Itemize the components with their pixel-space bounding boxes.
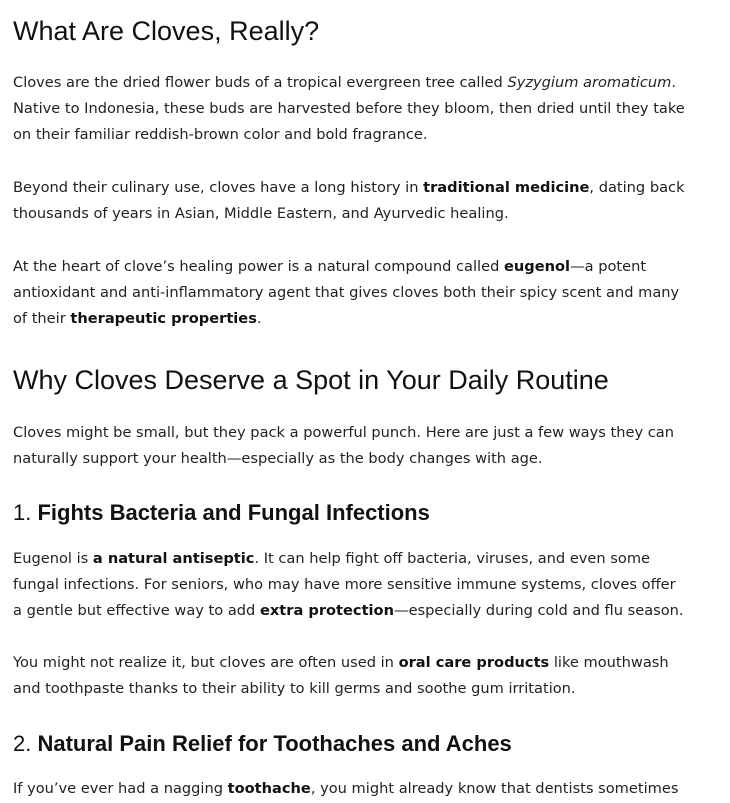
text-line bbox=[13, 598, 717, 624]
text-run: fungal infections. For seniors, who may have more sensitive immune systems, cloves offer bbox=[13, 576, 676, 593]
text-run: thousands of years in Asian, Middle Eastern, and Ayurvedic healing. bbox=[13, 205, 509, 222]
text-line bbox=[13, 96, 717, 122]
subsection-number: 2. bbox=[13, 731, 38, 756]
text-line bbox=[13, 175, 717, 201]
text-run: , dating back bbox=[589, 179, 685, 196]
text-run: of their bbox=[13, 310, 71, 327]
subsection-number: 1. bbox=[13, 500, 38, 525]
text-line bbox=[13, 446, 717, 472]
text-run: —a potent bbox=[570, 258, 647, 275]
text-run: like mouthwash bbox=[549, 654, 669, 671]
text-run: —especially during cold and flu season. bbox=[393, 602, 684, 619]
text-line bbox=[13, 546, 717, 572]
text-run: naturally support your health—especially as the body changes with age. bbox=[13, 450, 543, 467]
text-run: Cloves are the dried flower buds of a tropical evergreen tree called bbox=[13, 74, 508, 91]
subsection-heading bbox=[13, 730, 512, 758]
paragraph bbox=[13, 175, 717, 227]
italic-text: Syzygium aromaticum bbox=[507, 74, 672, 91]
bold-text: oral care products bbox=[398, 654, 550, 671]
subsection-title: Fights Bacteria and Fungal Infections bbox=[37, 500, 430, 525]
text-run: Native to Indonesia, these buds are harvested before they bloom, then dried until they take bbox=[13, 100, 685, 117]
text-line bbox=[13, 420, 717, 446]
text-line bbox=[13, 676, 717, 702]
text-run: You might not realize it, but cloves are often used in bbox=[13, 654, 399, 671]
text-run: and toothpaste thanks to their ability to kill germs and soothe gum irritation. bbox=[13, 680, 576, 697]
text-line bbox=[13, 650, 717, 676]
text-line bbox=[13, 201, 717, 227]
text-line bbox=[13, 70, 717, 96]
subsection-heading bbox=[13, 499, 430, 527]
paragraph bbox=[13, 650, 717, 702]
text-line bbox=[13, 306, 717, 332]
paragraph bbox=[13, 420, 717, 472]
text-run: . bbox=[256, 310, 262, 327]
paragraph bbox=[13, 254, 717, 332]
bold-text: eugenol bbox=[504, 258, 571, 275]
bold-text: traditional medicine bbox=[423, 179, 590, 196]
section-heading: What Are Cloves, Really? bbox=[13, 16, 320, 46]
paragraph bbox=[13, 776, 717, 802]
text-run: At the heart of clove’s healing power is a natural compound called bbox=[13, 258, 504, 275]
text-run: Eugenol is bbox=[13, 550, 93, 567]
bold-text: therapeutic properties bbox=[70, 310, 257, 327]
text-run: Beyond their culinary use, cloves have a long history in bbox=[13, 179, 424, 196]
text-line bbox=[13, 280, 717, 306]
section-heading: Why Cloves Deserve a Spot in Your Daily Routine bbox=[13, 365, 609, 395]
bold-text: a natural antiseptic bbox=[92, 550, 255, 567]
bold-text: toothache bbox=[227, 780, 311, 797]
subsection-title: Natural Pain Relief for Toothaches and Aches bbox=[37, 731, 512, 756]
paragraph bbox=[13, 546, 717, 624]
text-run: . bbox=[671, 74, 676, 91]
text-line bbox=[13, 776, 717, 802]
text-run: . It can help fight off bacteria, viruses, and even some bbox=[254, 550, 651, 567]
text-line bbox=[13, 122, 717, 148]
text-run: If you’ve ever had a nagging bbox=[13, 780, 228, 797]
text-run: a gentle but effective way to add bbox=[13, 602, 260, 619]
text-run: on their familiar reddish-brown color and bold fragrance. bbox=[13, 126, 428, 143]
paragraph bbox=[13, 70, 717, 148]
text-run: , you might already know that dentists sometimes bbox=[310, 780, 679, 797]
bold-text: extra protection bbox=[259, 602, 394, 619]
text-line bbox=[13, 572, 717, 598]
text-line bbox=[13, 254, 717, 280]
text-run: antioxidant and anti-inflammatory agent that gives cloves both their spicy scent and many bbox=[13, 284, 680, 301]
text-run: Cloves might be small, but they pack a powerful punch. Here are just a few ways they can bbox=[13, 424, 674, 441]
